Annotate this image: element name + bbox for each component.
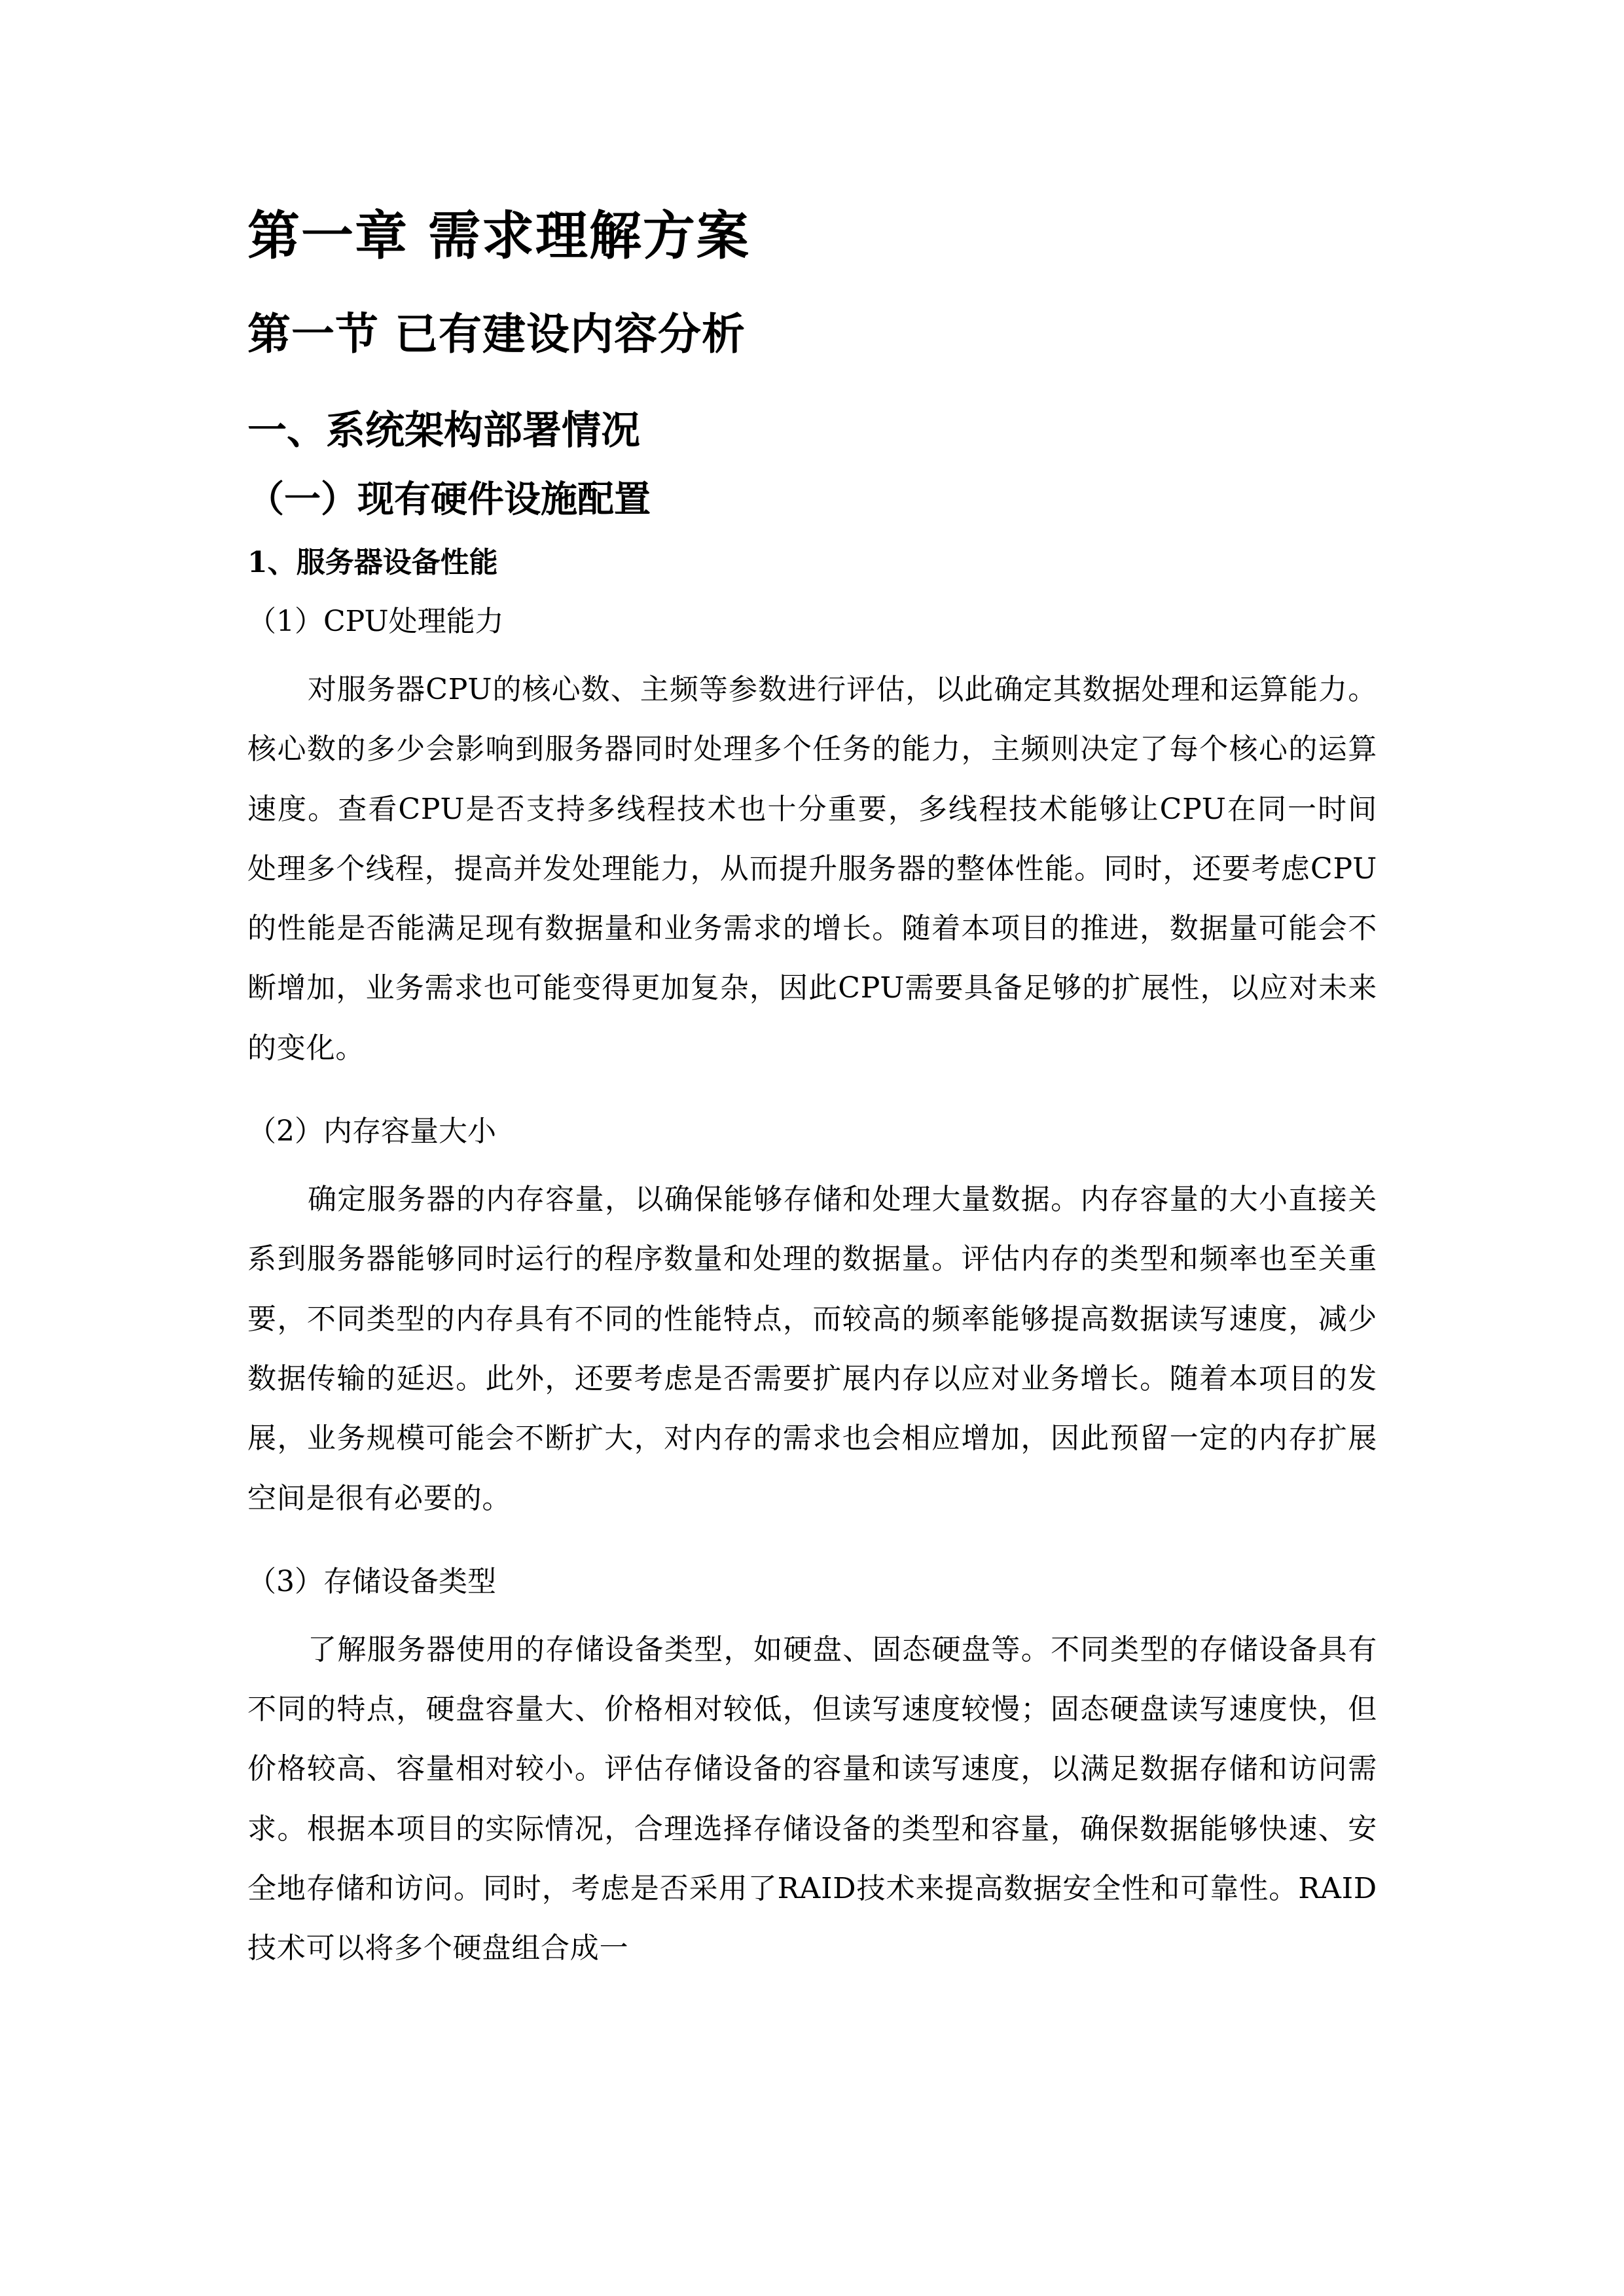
subsection-heading-level3: 1、服务器设备性能: [247, 546, 498, 579]
item-title-storage: （3）存储设备类型: [247, 1564, 496, 1598]
item-title-cpu: （1）CPU处理能力: [247, 605, 504, 638]
paragraph-memory: 确定服务器的内存容量，以确保能够存储和处理大量数据。内存容量的大小直接关系到服务器能够同时运行的程序数量和处理的数据量。评估内存的类型和频率也至关重要，不同类型的内存具有不同的性能特点，而较高的频率能够提高数据读写速度，减少数据传输的延迟。此外，还要考虑是否需要扩展内存以应对业务增长。随着本项目的发展，业务规模可能会不断扩大，对内存的需求也会相应增加，因此预留一定的内存扩展空间是很有必要的。: [247, 1183, 1377, 1515]
paragraph-storage: 了解服务器使用的存储设备类型，如硬盘、固态硬盘等。不同类型的存储设备具有不同的特点，硬盘容量大、价格相对较低，但读写速度较慢；固态硬盘读写速度快，但价格较高、容量相对较小。评估存储设备的容量和读写速度，以满足数据存储和访问需求。根据本项目的实际情况，合理选择存储设备的类型和容量，确保数据能够快速、安全地存储和访问。同时，考虑是否采用了RAID技术来提高数据安全性和可靠性。RAID技术可以将多个硬盘组合成一: [247, 1632, 1377, 1965]
item-title-memory: （2）内存容量大小: [247, 1115, 496, 1149]
subsection-heading-level1: 一、系统架构部署情况: [247, 408, 640, 454]
paragraph-cpu: 对服务器CPU的核心数、主频等参数进行评估，以此确定其数据处理和运算能力。核心数的多少会影响到服务器同时处理多个任务的能力，主频则决定了每个核心的运算速度。查看CPU是否支持多线程技术也十分重要，多线程技术能够让CPU在同一时间处理多个线程，提高并发处理能力，从而提升服务器的整体性能。同时，还要考虑CPU的性能是否能满足现有数据量和业务需求的增长。随着本项目的推进，数据量可能会不断增加，业务需求也可能变得更加复杂，因此CPU需要具备足够的扩展性，以应对未来的变化。: [247, 673, 1377, 1065]
document-body: [247, 196, 1377, 1979]
chapter-title: 第一章 需求理解方案: [247, 205, 750, 266]
subsection-heading-level2: （一）现有硬件设施配置: [247, 478, 651, 521]
section-title: 第一节 已有建设内容分析: [247, 308, 746, 359]
